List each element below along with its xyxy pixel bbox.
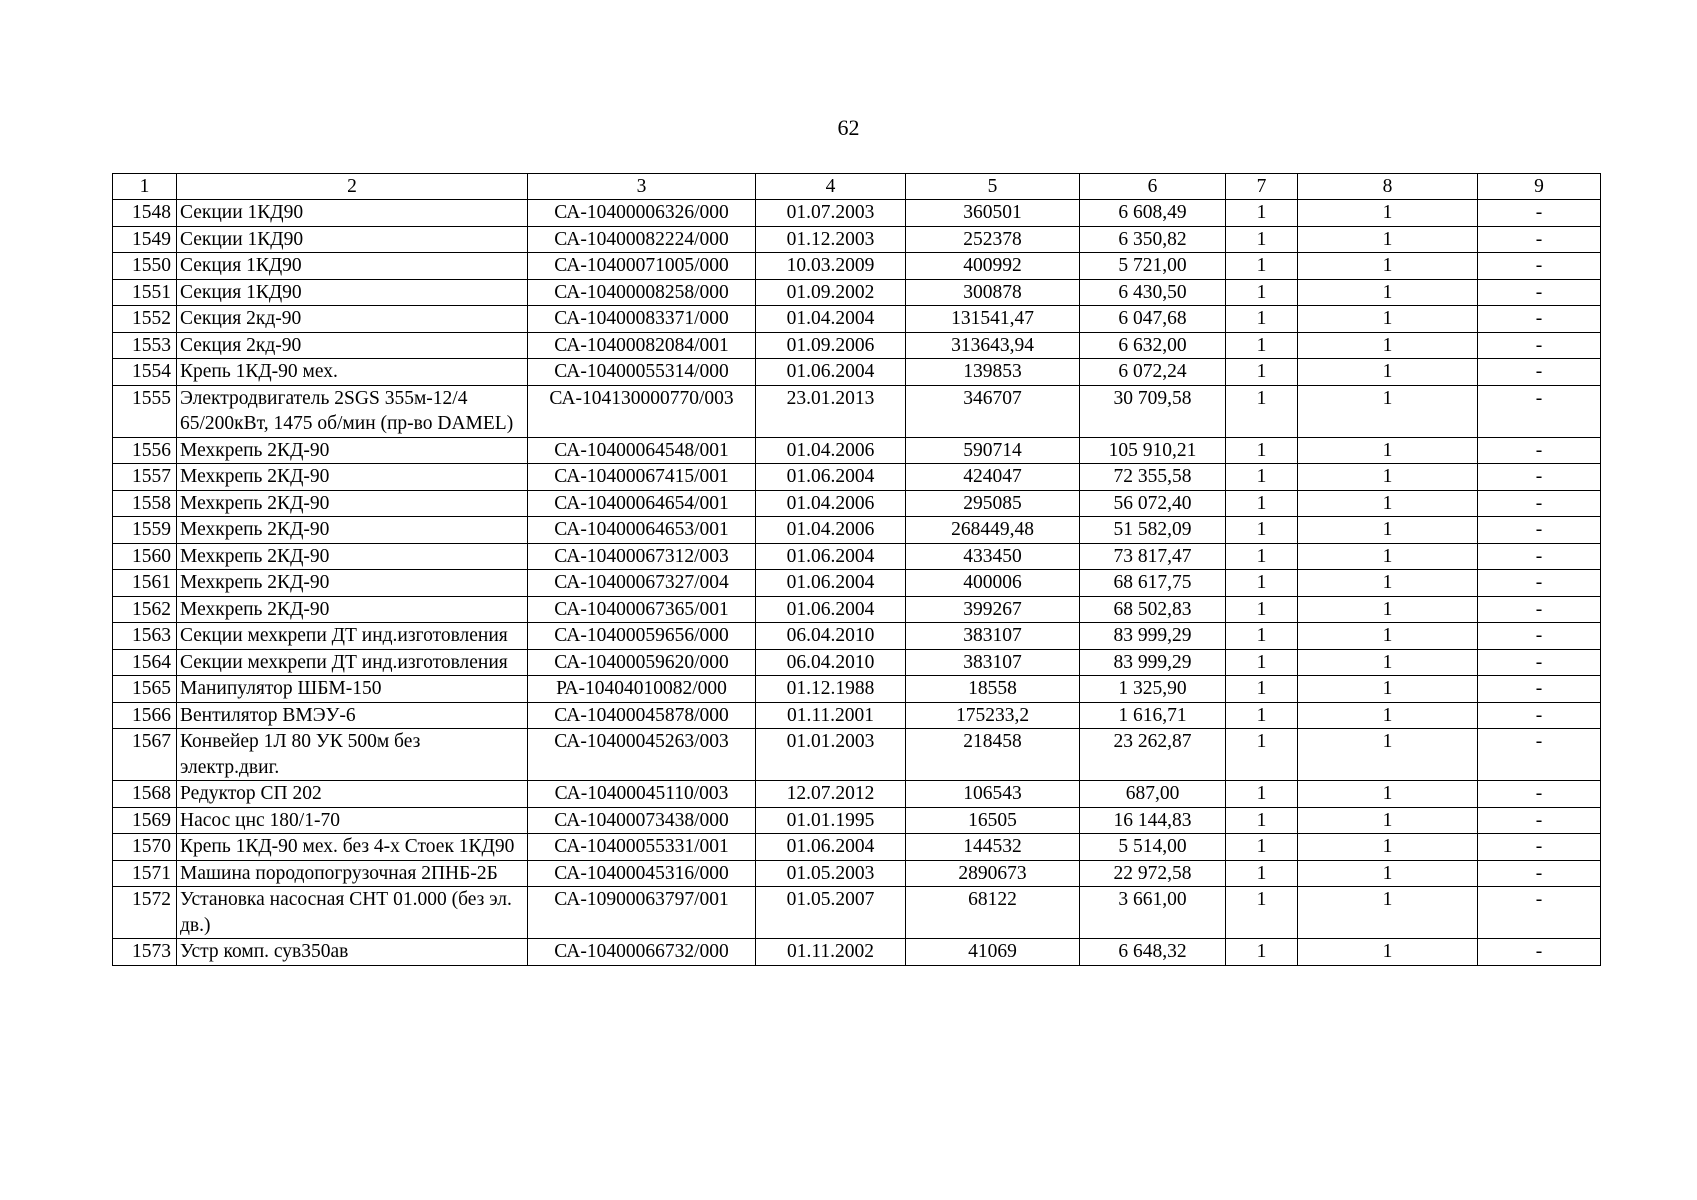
amount-cell: 105 910,21 — [1080, 437, 1226, 464]
amount-cell: 30 709,58 — [1080, 385, 1226, 437]
table-row — [113, 676, 1601, 703]
date-cell: 01.09.2006 — [756, 332, 906, 359]
table-row — [113, 464, 1601, 491]
name-cell: Вентилятор ВМЭУ-6 — [177, 702, 528, 729]
col9-cell: - — [1478, 332, 1601, 359]
col7-cell: 1 — [1226, 359, 1298, 386]
name-cell: Мехкрепь 2КД-90 — [177, 437, 528, 464]
col7-cell: 1 — [1226, 649, 1298, 676]
row-number-cell: 1551 — [113, 279, 177, 306]
column-header: 1 — [113, 174, 177, 200]
row-number-cell: 1550 — [113, 253, 177, 280]
col8-cell: 1 — [1298, 781, 1478, 808]
col9-cell: - — [1478, 807, 1601, 834]
name-cell: Секции 1КД90 — [177, 200, 528, 227]
inventory-code-cell: СА-10400067327/004 — [528, 570, 756, 597]
date-cell: 12.07.2012 — [756, 781, 906, 808]
col9-cell: - — [1478, 649, 1601, 676]
col7-cell: 1 — [1226, 306, 1298, 333]
value-cell: 360501 — [906, 200, 1080, 227]
table-row — [113, 781, 1601, 808]
amount-cell: 6 608,49 — [1080, 200, 1226, 227]
col9-cell: - — [1478, 887, 1601, 939]
amount-cell: 5 514,00 — [1080, 834, 1226, 861]
row-number-cell: 1553 — [113, 332, 177, 359]
table-row — [113, 332, 1601, 359]
date-cell: 01.06.2004 — [756, 464, 906, 491]
table-row — [113, 570, 1601, 597]
date-cell: 23.01.2013 — [756, 385, 906, 437]
amount-cell: 72 355,58 — [1080, 464, 1226, 491]
table-row — [113, 807, 1601, 834]
col8-cell: 1 — [1298, 306, 1478, 333]
col8-cell: 1 — [1298, 834, 1478, 861]
table-row — [113, 490, 1601, 517]
row-number-cell: 1555 — [113, 385, 177, 437]
amount-cell: 51 582,09 — [1080, 517, 1226, 544]
inventory-code-cell: СА-10400082224/000 — [528, 226, 756, 253]
date-cell: 01.04.2006 — [756, 437, 906, 464]
value-cell: 424047 — [906, 464, 1080, 491]
col7-cell: 1 — [1226, 332, 1298, 359]
row-number-cell: 1572 — [113, 887, 177, 939]
name-cell: Манипулятор ШБМ-150 — [177, 676, 528, 703]
column-header: 8 — [1298, 174, 1478, 200]
name-cell: Секции мехкрепи ДТ инд.изготовления — [177, 623, 528, 650]
col8-cell: 1 — [1298, 332, 1478, 359]
col7-cell: 1 — [1226, 781, 1298, 808]
col8-cell: 1 — [1298, 464, 1478, 491]
name-cell: Редуктор СП 202 — [177, 781, 528, 808]
value-cell: 590714 — [906, 437, 1080, 464]
amount-cell: 56 072,40 — [1080, 490, 1226, 517]
col9-cell: - — [1478, 702, 1601, 729]
amount-cell: 6 648,32 — [1080, 939, 1226, 966]
col8-cell: 1 — [1298, 200, 1478, 227]
col8-cell: 1 — [1298, 279, 1478, 306]
column-header: 7 — [1226, 174, 1298, 200]
inventory-code-cell: РА-10404010082/000 — [528, 676, 756, 703]
inventory-code-cell: СА-10900063797/001 — [528, 887, 756, 939]
name-cell: Крепь 1КД-90 мех. без 4-х Стоек 1КД90 — [177, 834, 528, 861]
value-cell: 346707 — [906, 385, 1080, 437]
col9-cell: - — [1478, 359, 1601, 386]
col8-cell: 1 — [1298, 887, 1478, 939]
col7-cell: 1 — [1226, 279, 1298, 306]
value-cell: 252378 — [906, 226, 1080, 253]
name-cell: Секции мехкрепи ДТ инд.изготовления — [177, 649, 528, 676]
col9-cell: - — [1478, 385, 1601, 437]
inventory-code-cell: СА-10400059656/000 — [528, 623, 756, 650]
col7-cell: 1 — [1226, 702, 1298, 729]
col7-cell: 1 — [1226, 517, 1298, 544]
date-cell: 01.06.2004 — [756, 570, 906, 597]
value-cell: 144532 — [906, 834, 1080, 861]
value-cell: 218458 — [906, 729, 1080, 781]
col7-cell: 1 — [1226, 490, 1298, 517]
value-cell: 295085 — [906, 490, 1080, 517]
column-header: 9 — [1478, 174, 1601, 200]
col7-cell: 1 — [1226, 860, 1298, 887]
name-cell: Мехкрепь 2КД-90 — [177, 596, 528, 623]
col8-cell: 1 — [1298, 253, 1478, 280]
table-row — [113, 834, 1601, 861]
col9-cell: - — [1478, 200, 1601, 227]
name-cell: Мехкрепь 2КД-90 — [177, 490, 528, 517]
amount-cell: 83 999,29 — [1080, 623, 1226, 650]
col8-cell: 1 — [1298, 729, 1478, 781]
date-cell: 01.01.1995 — [756, 807, 906, 834]
col7-cell: 1 — [1226, 543, 1298, 570]
value-cell: 18558 — [906, 676, 1080, 703]
date-cell: 01.05.2007 — [756, 887, 906, 939]
col8-cell: 1 — [1298, 543, 1478, 570]
row-number-cell: 1556 — [113, 437, 177, 464]
column-header: 2 — [177, 174, 528, 200]
table-row — [113, 200, 1601, 227]
value-cell: 106543 — [906, 781, 1080, 808]
row-number-cell: 1561 — [113, 570, 177, 597]
col8-cell: 1 — [1298, 649, 1478, 676]
date-cell: 01.09.2002 — [756, 279, 906, 306]
name-cell: Секция 2кд-90 — [177, 332, 528, 359]
col9-cell: - — [1478, 464, 1601, 491]
row-number-cell: 1560 — [113, 543, 177, 570]
amount-cell: 23 262,87 — [1080, 729, 1226, 781]
col9-cell: - — [1478, 543, 1601, 570]
amount-cell: 68 617,75 — [1080, 570, 1226, 597]
date-cell: 01.12.1988 — [756, 676, 906, 703]
row-number-cell: 1548 — [113, 200, 177, 227]
table-row — [113, 939, 1601, 966]
value-cell: 300878 — [906, 279, 1080, 306]
date-cell: 01.04.2004 — [756, 306, 906, 333]
col9-cell: - — [1478, 490, 1601, 517]
table-header — [113, 174, 1601, 200]
date-cell: 01.06.2004 — [756, 359, 906, 386]
name-cell: Машина породопогрузочная 2ПНБ-2Б — [177, 860, 528, 887]
table-row — [113, 543, 1601, 570]
table-row — [113, 279, 1601, 306]
table-row — [113, 385, 1601, 437]
date-cell: 01.01.2003 — [756, 729, 906, 781]
inventory-code-cell: СА-10400082084/001 — [528, 332, 756, 359]
value-cell: 139853 — [906, 359, 1080, 386]
col7-cell: 1 — [1226, 729, 1298, 781]
name-cell: Секция 2кд-90 — [177, 306, 528, 333]
inventory-code-cell: СА-10400045878/000 — [528, 702, 756, 729]
row-number-cell: 1567 — [113, 729, 177, 781]
col7-cell: 1 — [1226, 939, 1298, 966]
table-body — [113, 200, 1601, 966]
col8-cell: 1 — [1298, 807, 1478, 834]
inventory-code-cell: СА-10400064654/001 — [528, 490, 756, 517]
col9-cell: - — [1478, 517, 1601, 544]
name-cell: Установка насосная СНТ 01.000 (без эл. дв.) — [177, 887, 528, 939]
inventory-code-cell: СА-10400067312/003 — [528, 543, 756, 570]
name-cell: Мехкрепь 2КД-90 — [177, 543, 528, 570]
row-number-cell: 1573 — [113, 939, 177, 966]
col8-cell: 1 — [1298, 226, 1478, 253]
inventory-code-cell: СА-10400055314/000 — [528, 359, 756, 386]
col9-cell: - — [1478, 834, 1601, 861]
col9-cell: - — [1478, 860, 1601, 887]
date-cell: 01.04.2006 — [756, 490, 906, 517]
name-cell: Мехкрепь 2КД-90 — [177, 517, 528, 544]
col8-cell: 1 — [1298, 570, 1478, 597]
value-cell: 41069 — [906, 939, 1080, 966]
inventory-code-cell: СА-10400008258/000 — [528, 279, 756, 306]
value-cell: 383107 — [906, 623, 1080, 650]
inventory-table — [112, 173, 1601, 966]
table-row — [113, 887, 1601, 939]
name-cell: Мехкрепь 2КД-90 — [177, 464, 528, 491]
row-number-cell: 1557 — [113, 464, 177, 491]
row-number-cell: 1569 — [113, 807, 177, 834]
col7-cell: 1 — [1226, 570, 1298, 597]
inventory-code-cell: СА-10400064653/001 — [528, 517, 756, 544]
value-cell: 433450 — [906, 543, 1080, 570]
column-header: 6 — [1080, 174, 1226, 200]
table-row — [113, 226, 1601, 253]
col7-cell: 1 — [1226, 437, 1298, 464]
name-cell: Секция 1КД90 — [177, 253, 528, 280]
col9-cell: - — [1478, 596, 1601, 623]
row-number-cell: 1571 — [113, 860, 177, 887]
value-cell: 383107 — [906, 649, 1080, 676]
name-cell: Конвейер 1Л 80 УК 500м без электр.двиг. — [177, 729, 528, 781]
col8-cell: 1 — [1298, 437, 1478, 464]
col8-cell: 1 — [1298, 623, 1478, 650]
value-cell: 268449,48 — [906, 517, 1080, 544]
inventory-code-cell: СА-10400055331/001 — [528, 834, 756, 861]
table-row — [113, 517, 1601, 544]
name-cell: Крепь 1КД-90 мех. — [177, 359, 528, 386]
date-cell: 10.03.2009 — [756, 253, 906, 280]
inventory-code-cell: СА-10400067365/001 — [528, 596, 756, 623]
value-cell: 399267 — [906, 596, 1080, 623]
name-cell: Насос цнс 180/1-70 — [177, 807, 528, 834]
inventory-code-cell: СА-10400073438/000 — [528, 807, 756, 834]
row-number-cell: 1554 — [113, 359, 177, 386]
row-number-cell: 1568 — [113, 781, 177, 808]
table-row — [113, 860, 1601, 887]
col7-cell: 1 — [1226, 887, 1298, 939]
col8-cell: 1 — [1298, 676, 1478, 703]
name-cell: Электродвигатель 2SGS 355м-12/4 65/200кВт, 1475 об/мин (пр-во DAMEL) — [177, 385, 528, 437]
inventory-code-cell: СА-10400045110/003 — [528, 781, 756, 808]
name-cell: Мехкрепь 2КД-90 — [177, 570, 528, 597]
row-number-cell: 1549 — [113, 226, 177, 253]
row-number-cell: 1562 — [113, 596, 177, 623]
inventory-code-cell: СА-104130000770/003 — [528, 385, 756, 437]
value-cell: 400006 — [906, 570, 1080, 597]
amount-cell: 68 502,83 — [1080, 596, 1226, 623]
table-row — [113, 623, 1601, 650]
amount-cell: 6 047,68 — [1080, 306, 1226, 333]
inventory-code-cell: СА-10400059620/000 — [528, 649, 756, 676]
col9-cell: - — [1478, 279, 1601, 306]
col7-cell: 1 — [1226, 464, 1298, 491]
amount-cell: 1 616,71 — [1080, 702, 1226, 729]
col8-cell: 1 — [1298, 517, 1478, 544]
amount-cell: 16 144,83 — [1080, 807, 1226, 834]
col9-cell: - — [1478, 570, 1601, 597]
inventory-code-cell: СА-10400045316/000 — [528, 860, 756, 887]
col7-cell: 1 — [1226, 623, 1298, 650]
table-row — [113, 596, 1601, 623]
date-cell: 01.11.2001 — [756, 702, 906, 729]
header-row — [113, 174, 1601, 200]
row-number-cell: 1558 — [113, 490, 177, 517]
date-cell: 01.07.2003 — [756, 200, 906, 227]
col9-cell: - — [1478, 676, 1601, 703]
row-number-cell: 1566 — [113, 702, 177, 729]
amount-cell: 1 325,90 — [1080, 676, 1226, 703]
table-row — [113, 729, 1601, 781]
col7-cell: 1 — [1226, 596, 1298, 623]
value-cell: 313643,94 — [906, 332, 1080, 359]
col8-cell: 1 — [1298, 359, 1478, 386]
row-number-cell: 1552 — [113, 306, 177, 333]
value-cell: 68122 — [906, 887, 1080, 939]
amount-cell: 3 661,00 — [1080, 887, 1226, 939]
amount-cell: 22 972,58 — [1080, 860, 1226, 887]
inventory-code-cell: СА-10400083371/000 — [528, 306, 756, 333]
amount-cell: 687,00 — [1080, 781, 1226, 808]
row-number-cell: 1563 — [113, 623, 177, 650]
date-cell: 01.05.2003 — [756, 860, 906, 887]
date-cell: 01.06.2004 — [756, 596, 906, 623]
row-number-cell: 1570 — [113, 834, 177, 861]
col7-cell: 1 — [1226, 834, 1298, 861]
col9-cell: - — [1478, 939, 1601, 966]
value-cell: 16505 — [906, 807, 1080, 834]
date-cell: 01.06.2004 — [756, 834, 906, 861]
col7-cell: 1 — [1226, 226, 1298, 253]
amount-cell: 83 999,29 — [1080, 649, 1226, 676]
col9-cell: - — [1478, 623, 1601, 650]
amount-cell: 5 721,00 — [1080, 253, 1226, 280]
col9-cell: - — [1478, 253, 1601, 280]
col9-cell: - — [1478, 781, 1601, 808]
date-cell: 01.06.2004 — [756, 543, 906, 570]
inventory-code-cell: СА-10400067415/001 — [528, 464, 756, 491]
col9-cell: - — [1478, 729, 1601, 781]
inventory-code-cell: СА-10400066732/000 — [528, 939, 756, 966]
column-header: 3 — [528, 174, 756, 200]
col7-cell: 1 — [1226, 385, 1298, 437]
inventory-code-cell: СА-10400064548/001 — [528, 437, 756, 464]
amount-cell: 6 072,24 — [1080, 359, 1226, 386]
col9-cell: - — [1478, 437, 1601, 464]
col9-cell: - — [1478, 306, 1601, 333]
row-number-cell: 1559 — [113, 517, 177, 544]
name-cell: Устр комп. сув350ав — [177, 939, 528, 966]
inventory-code-cell: СА-10400006326/000 — [528, 200, 756, 227]
table-row — [113, 702, 1601, 729]
table-row — [113, 253, 1601, 280]
col8-cell: 1 — [1298, 860, 1478, 887]
col7-cell: 1 — [1226, 200, 1298, 227]
date-cell: 01.12.2003 — [756, 226, 906, 253]
col8-cell: 1 — [1298, 490, 1478, 517]
amount-cell: 6 350,82 — [1080, 226, 1226, 253]
name-cell: Секция 1КД90 — [177, 279, 528, 306]
col8-cell: 1 — [1298, 939, 1478, 966]
row-number-cell: 1565 — [113, 676, 177, 703]
col8-cell: 1 — [1298, 702, 1478, 729]
table-row — [113, 437, 1601, 464]
date-cell: 06.04.2010 — [756, 649, 906, 676]
value-cell: 2890673 — [906, 860, 1080, 887]
value-cell: 175233,2 — [906, 702, 1080, 729]
table-row — [113, 359, 1601, 386]
value-cell: 131541,47 — [906, 306, 1080, 333]
col7-cell: 1 — [1226, 676, 1298, 703]
col7-cell: 1 — [1226, 807, 1298, 834]
col8-cell: 1 — [1298, 596, 1478, 623]
col9-cell: - — [1478, 226, 1601, 253]
amount-cell: 73 817,47 — [1080, 543, 1226, 570]
page-number: 62 — [837, 115, 860, 140]
amount-cell: 6 430,50 — [1080, 279, 1226, 306]
row-number-cell: 1564 — [113, 649, 177, 676]
column-header: 5 — [906, 174, 1080, 200]
col7-cell: 1 — [1226, 253, 1298, 280]
inventory-code-cell: СА-10400071005/000 — [528, 253, 756, 280]
table-row — [113, 649, 1601, 676]
table-row — [113, 306, 1601, 333]
date-cell: 01.04.2006 — [756, 517, 906, 544]
amount-cell: 6 632,00 — [1080, 332, 1226, 359]
date-cell: 01.11.2002 — [756, 939, 906, 966]
value-cell: 400992 — [906, 253, 1080, 280]
column-header: 4 — [756, 174, 906, 200]
name-cell: Секции 1КД90 — [177, 226, 528, 253]
date-cell: 06.04.2010 — [756, 623, 906, 650]
col8-cell: 1 — [1298, 385, 1478, 437]
inventory-code-cell: СА-10400045263/003 — [528, 729, 756, 781]
